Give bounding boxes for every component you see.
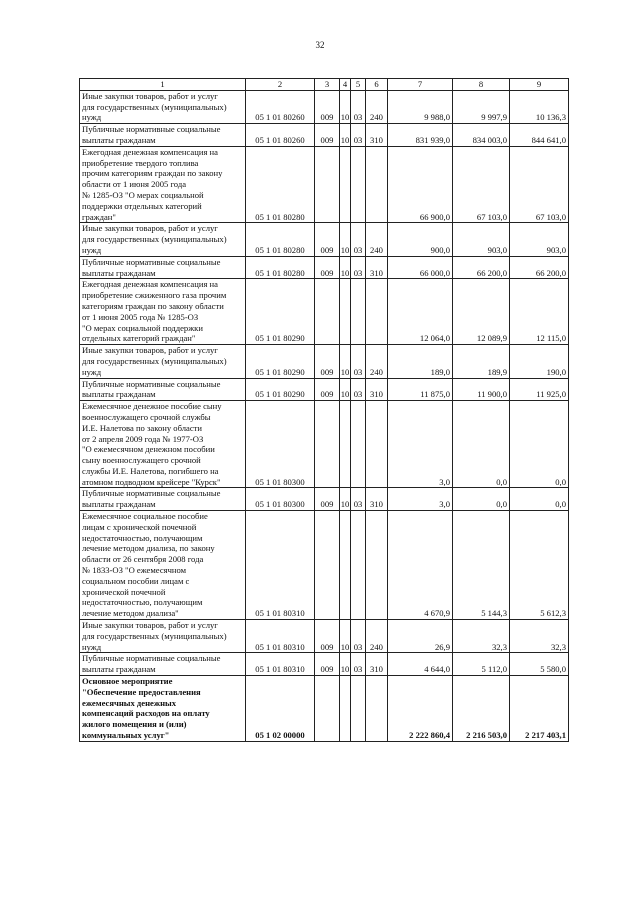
amount-cell: 834 003,0 — [453, 124, 510, 147]
item-name-line: выплаты гражданам — [82, 389, 156, 400]
code-cell: 05 1 01 80260 — [246, 124, 315, 147]
item-name-line: "Обеспечение предоставления — [82, 686, 201, 697]
section-cell: 10 — [340, 223, 351, 256]
item-name-line: атомном подводном крейсере "Курск" — [82, 476, 221, 487]
expense-type-cell: 240 — [366, 90, 388, 123]
page-number: 32 — [315, 40, 325, 50]
header-cell: 2 — [246, 79, 315, 91]
item-name-line: нужд — [82, 112, 102, 123]
item-name-line: Иные закупки товаров, работ и услуг — [82, 223, 218, 234]
code-cell: 05 1 01 80300 — [246, 488, 315, 511]
item-name-cell — [80, 620, 246, 653]
amount-cell: 32,3 — [453, 620, 510, 653]
table-row — [80, 401, 569, 488]
subsection-cell — [351, 146, 366, 223]
item-name-line: Иные закупки товаров, работ и услуг — [82, 345, 218, 356]
item-name-line: выплаты гражданам — [82, 134, 156, 145]
item-name-line: Иные закупки товаров, работ и услуг — [82, 90, 218, 101]
admin-code-cell — [315, 401, 340, 488]
item-name-line: военнослужащего срочной службы — [82, 411, 211, 422]
section-cell: 10 — [340, 488, 351, 511]
item-name-cell — [80, 488, 246, 511]
item-name-line: для государственных (муниципальных) — [82, 101, 227, 112]
item-name-line: "О ежемесячном денежном пособии — [82, 444, 215, 455]
item-name-line: Основное мероприятие — [82, 676, 173, 687]
amount-cell: 11 875,0 — [388, 378, 453, 401]
admin-code-cell: 009 — [315, 653, 340, 676]
expense-type-cell — [366, 279, 388, 345]
item-name-line: выплаты гражданам — [82, 267, 156, 278]
section-cell — [340, 511, 351, 620]
item-name-line: приобретение сжиженного газа прочим — [82, 290, 227, 301]
code-cell: 05 1 01 80260 — [246, 90, 315, 123]
item-name-line: недостаточностью, получающим — [82, 597, 203, 608]
item-name-line: № 1833-ОЗ "О ежемесячном — [82, 565, 187, 576]
code-cell: 05 1 01 80310 — [246, 511, 315, 620]
admin-code-cell: 009 — [315, 124, 340, 147]
item-name-line: нужд — [82, 366, 102, 377]
amount-cell: 903,0 — [453, 223, 510, 256]
item-name-line: от 1 июня 2005 года № 1285-ОЗ — [82, 311, 199, 322]
subsection-cell: 03 — [351, 653, 366, 676]
item-name-line: поддержки отдельных категорий — [82, 200, 202, 211]
subsection-cell: 03 — [351, 90, 366, 123]
item-name-cell — [80, 676, 246, 742]
section-cell: 10 — [340, 653, 351, 676]
table-header-row — [80, 79, 569, 91]
amount-cell: 2 222 860,4 — [388, 676, 453, 742]
item-name-line: Публичные нормативные социальные — [82, 378, 221, 389]
amount-cell: 66 900,0 — [388, 146, 453, 223]
item-name-line: службы И.Е. Налетова, погибшего на — [82, 465, 219, 476]
amount-cell: 3,0 — [388, 488, 453, 511]
item-name-line: лечение методом диализа" — [82, 608, 179, 619]
subsection-cell: 03 — [351, 345, 366, 378]
item-name-line: области от 26 сентября 2008 года — [82, 554, 204, 565]
item-name-line: Публичные нормативные социальные — [82, 488, 221, 499]
admin-code-cell — [315, 676, 340, 742]
table-row — [80, 256, 569, 279]
amount-cell: 2 216 503,0 — [453, 676, 510, 742]
item-name-cell — [80, 223, 246, 256]
item-name-line: "О мерах социальной поддержки — [82, 322, 203, 333]
item-name-line: категориям граждан по закону области — [82, 300, 224, 311]
item-name-line: коммунальных услуг" — [82, 730, 170, 741]
table-row — [80, 124, 569, 147]
item-name-line: № 1285-ОЗ "О мерах социальной — [82, 189, 204, 200]
item-name-line: Публичные нормативные социальные — [82, 256, 221, 267]
section-cell — [340, 676, 351, 742]
code-cell: 05 1 01 80300 — [246, 401, 315, 488]
amount-cell: 11 900,0 — [453, 378, 510, 401]
amount-cell: 0,0 — [510, 401, 569, 488]
item-name-cell — [80, 653, 246, 676]
item-name-cell — [80, 146, 246, 223]
item-name-line: Ежегодная денежная компенсация на — [82, 279, 218, 290]
item-name-cell — [80, 124, 246, 147]
item-name-line: Ежемесячное денежное пособие сыну — [82, 401, 222, 412]
amount-cell: 5 580,0 — [510, 653, 569, 676]
table-row — [80, 279, 569, 345]
item-name-line: социальном пособии лицам с — [82, 575, 190, 586]
section-cell — [340, 146, 351, 223]
amount-cell: 4 670,9 — [388, 511, 453, 620]
table-row — [80, 223, 569, 256]
amount-cell: 67 103,0 — [453, 146, 510, 223]
table-row — [80, 345, 569, 378]
item-name-line: сыну военнослужащего срочной — [82, 455, 201, 466]
subsection-cell: 03 — [351, 223, 366, 256]
amount-cell: 900,0 — [388, 223, 453, 256]
subsection-cell: 03 — [351, 256, 366, 279]
expense-type-cell: 240 — [366, 345, 388, 378]
item-name-line: области от 1 июня 2005 года — [82, 179, 187, 190]
budget-table — [79, 78, 569, 742]
item-name-line: Ежегодная денежная компенсация на — [82, 146, 218, 157]
section-cell: 10 — [340, 345, 351, 378]
item-name-line: выплаты гражданам — [82, 499, 156, 510]
header-cell: 1 — [80, 79, 246, 91]
amount-cell: 831 939,0 — [388, 124, 453, 147]
admin-code-cell: 009 — [315, 378, 340, 401]
amount-cell: 0,0 — [510, 488, 569, 511]
item-name-line: Публичные нормативные социальные — [82, 653, 221, 664]
item-name-line: жилого помещения и (или) — [82, 719, 187, 730]
amount-cell: 26,9 — [388, 620, 453, 653]
amount-cell: 903,0 — [510, 223, 569, 256]
item-name-line: для государственных (муниципальных) — [82, 355, 227, 366]
expense-type-cell: 310 — [366, 653, 388, 676]
expense-type-cell — [366, 146, 388, 223]
amount-cell: 0,0 — [453, 401, 510, 488]
amount-cell: 10 136,3 — [510, 90, 569, 123]
code-cell: 05 1 02 00000 — [246, 676, 315, 742]
expense-type-cell: 310 — [366, 378, 388, 401]
item-name-line: И.Е. Налетова по закону области — [82, 422, 203, 433]
item-name-line: нужд — [82, 641, 102, 652]
amount-cell: 66 200,0 — [453, 256, 510, 279]
item-name-line: недостаточностью, получающим — [82, 532, 203, 543]
amount-cell: 189,9 — [453, 345, 510, 378]
header-cell: 6 — [366, 79, 388, 91]
amount-cell: 66 000,0 — [388, 256, 453, 279]
admin-code-cell — [315, 146, 340, 223]
item-name-line: Ежемесячное социальное пособие — [82, 511, 208, 522]
item-name-cell — [80, 511, 246, 620]
item-name-line: прочим категориям граждан по закону — [82, 168, 223, 179]
table-row — [80, 676, 569, 742]
item-name-cell — [80, 401, 246, 488]
amount-cell: 2 217 403,1 — [510, 676, 569, 742]
expense-type-cell: 240 — [366, 223, 388, 256]
header-cell: 5 — [351, 79, 366, 91]
amount-cell: 9 988,0 — [388, 90, 453, 123]
item-name-cell — [80, 378, 246, 401]
subsection-cell — [351, 676, 366, 742]
item-name-cell — [80, 90, 246, 123]
table-row — [80, 511, 569, 620]
table-row — [80, 146, 569, 223]
subsection-cell — [351, 279, 366, 345]
item-name-cell — [80, 256, 246, 279]
admin-code-cell: 009 — [315, 90, 340, 123]
admin-code-cell: 009 — [315, 620, 340, 653]
code-cell: 05 1 01 80290 — [246, 378, 315, 401]
admin-code-cell: 009 — [315, 223, 340, 256]
table-row — [80, 653, 569, 676]
item-name-line: Иные закупки товаров, работ и услуг — [82, 620, 218, 631]
expense-type-cell: 310 — [366, 256, 388, 279]
item-name-line: для государственных (муниципальных) — [82, 234, 227, 245]
amount-cell: 12 089,9 — [453, 279, 510, 345]
item-name-line: от 2 апреля 2009 года № 1977-ОЗ — [82, 433, 204, 444]
section-cell: 10 — [340, 620, 351, 653]
amount-cell: 12 115,0 — [510, 279, 569, 345]
table-row — [80, 620, 569, 653]
admin-code-cell — [315, 279, 340, 345]
expense-type-cell — [366, 676, 388, 742]
item-name-line: отдельных категорий граждан" — [82, 333, 196, 344]
section-cell: 10 — [340, 124, 351, 147]
amount-cell: 0,0 — [453, 488, 510, 511]
amount-cell: 67 103,0 — [510, 146, 569, 223]
amount-cell: 66 200,0 — [510, 256, 569, 279]
item-name-line: ежемесячных денежных — [82, 697, 177, 708]
subsection-cell — [351, 401, 366, 488]
subsection-cell: 03 — [351, 488, 366, 511]
subsection-cell: 03 — [351, 124, 366, 147]
item-name-line: для государственных (муниципальных) — [82, 630, 227, 641]
item-name-line: нужд — [82, 244, 102, 255]
item-name-line: лицам с хронической почечной — [82, 521, 197, 532]
amount-cell: 3,0 — [388, 401, 453, 488]
header-cell: 4 — [340, 79, 351, 91]
code-cell: 05 1 01 80290 — [246, 279, 315, 345]
amount-cell: 189,0 — [388, 345, 453, 378]
section-cell: 10 — [340, 256, 351, 279]
expense-type-cell: 240 — [366, 620, 388, 653]
table-row — [80, 378, 569, 401]
table-row — [80, 488, 569, 511]
amount-cell: 5 144,3 — [453, 511, 510, 620]
header-cell: 9 — [510, 79, 569, 91]
code-cell: 05 1 01 80280 — [246, 256, 315, 279]
admin-code-cell: 009 — [315, 256, 340, 279]
amount-cell: 190,0 — [510, 345, 569, 378]
code-cell: 05 1 01 80280 — [246, 223, 315, 256]
header-cell: 7 — [388, 79, 453, 91]
item-name-line: граждан" — [82, 211, 116, 222]
section-cell — [340, 279, 351, 345]
item-name-line: хронической почечной — [82, 586, 166, 597]
subsection-cell — [351, 511, 366, 620]
code-cell: 05 1 01 80290 — [246, 345, 315, 378]
code-cell: 05 1 01 80310 — [246, 653, 315, 676]
amount-cell: 844 641,0 — [510, 124, 569, 147]
code-cell: 05 1 01 80310 — [246, 620, 315, 653]
amount-cell: 5 112,0 — [453, 653, 510, 676]
expense-type-cell: 310 — [366, 488, 388, 511]
admin-code-cell: 009 — [315, 345, 340, 378]
expense-type-cell — [366, 401, 388, 488]
section-cell: 10 — [340, 378, 351, 401]
admin-code-cell — [315, 511, 340, 620]
item-name-line: Публичные нормативные социальные — [82, 124, 221, 135]
table-row — [80, 90, 569, 123]
item-name-cell — [80, 345, 246, 378]
amount-cell: 12 064,0 — [388, 279, 453, 345]
section-cell: 10 — [340, 90, 351, 123]
code-cell: 05 1 01 80280 — [246, 146, 315, 223]
item-name-line: компенсаций расходов на оплату — [82, 708, 210, 719]
expense-type-cell: 310 — [366, 124, 388, 147]
section-cell — [340, 401, 351, 488]
item-name-cell — [80, 279, 246, 345]
item-name-line: приобретение твердого топлива — [82, 157, 199, 168]
header-cell: 8 — [453, 79, 510, 91]
subsection-cell: 03 — [351, 378, 366, 401]
amount-cell: 32,3 — [510, 620, 569, 653]
subsection-cell: 03 — [351, 620, 366, 653]
amount-cell: 4 644,0 — [388, 653, 453, 676]
item-name-line: лечение методом диализа, по закону — [82, 543, 215, 554]
admin-code-cell: 009 — [315, 488, 340, 511]
amount-cell: 11 925,0 — [510, 378, 569, 401]
item-name-line: выплаты гражданам — [82, 664, 156, 675]
expense-type-cell — [366, 511, 388, 620]
amount-cell: 9 997,9 — [453, 90, 510, 123]
header-cell: 3 — [315, 79, 340, 91]
amount-cell: 5 612,3 — [510, 511, 569, 620]
